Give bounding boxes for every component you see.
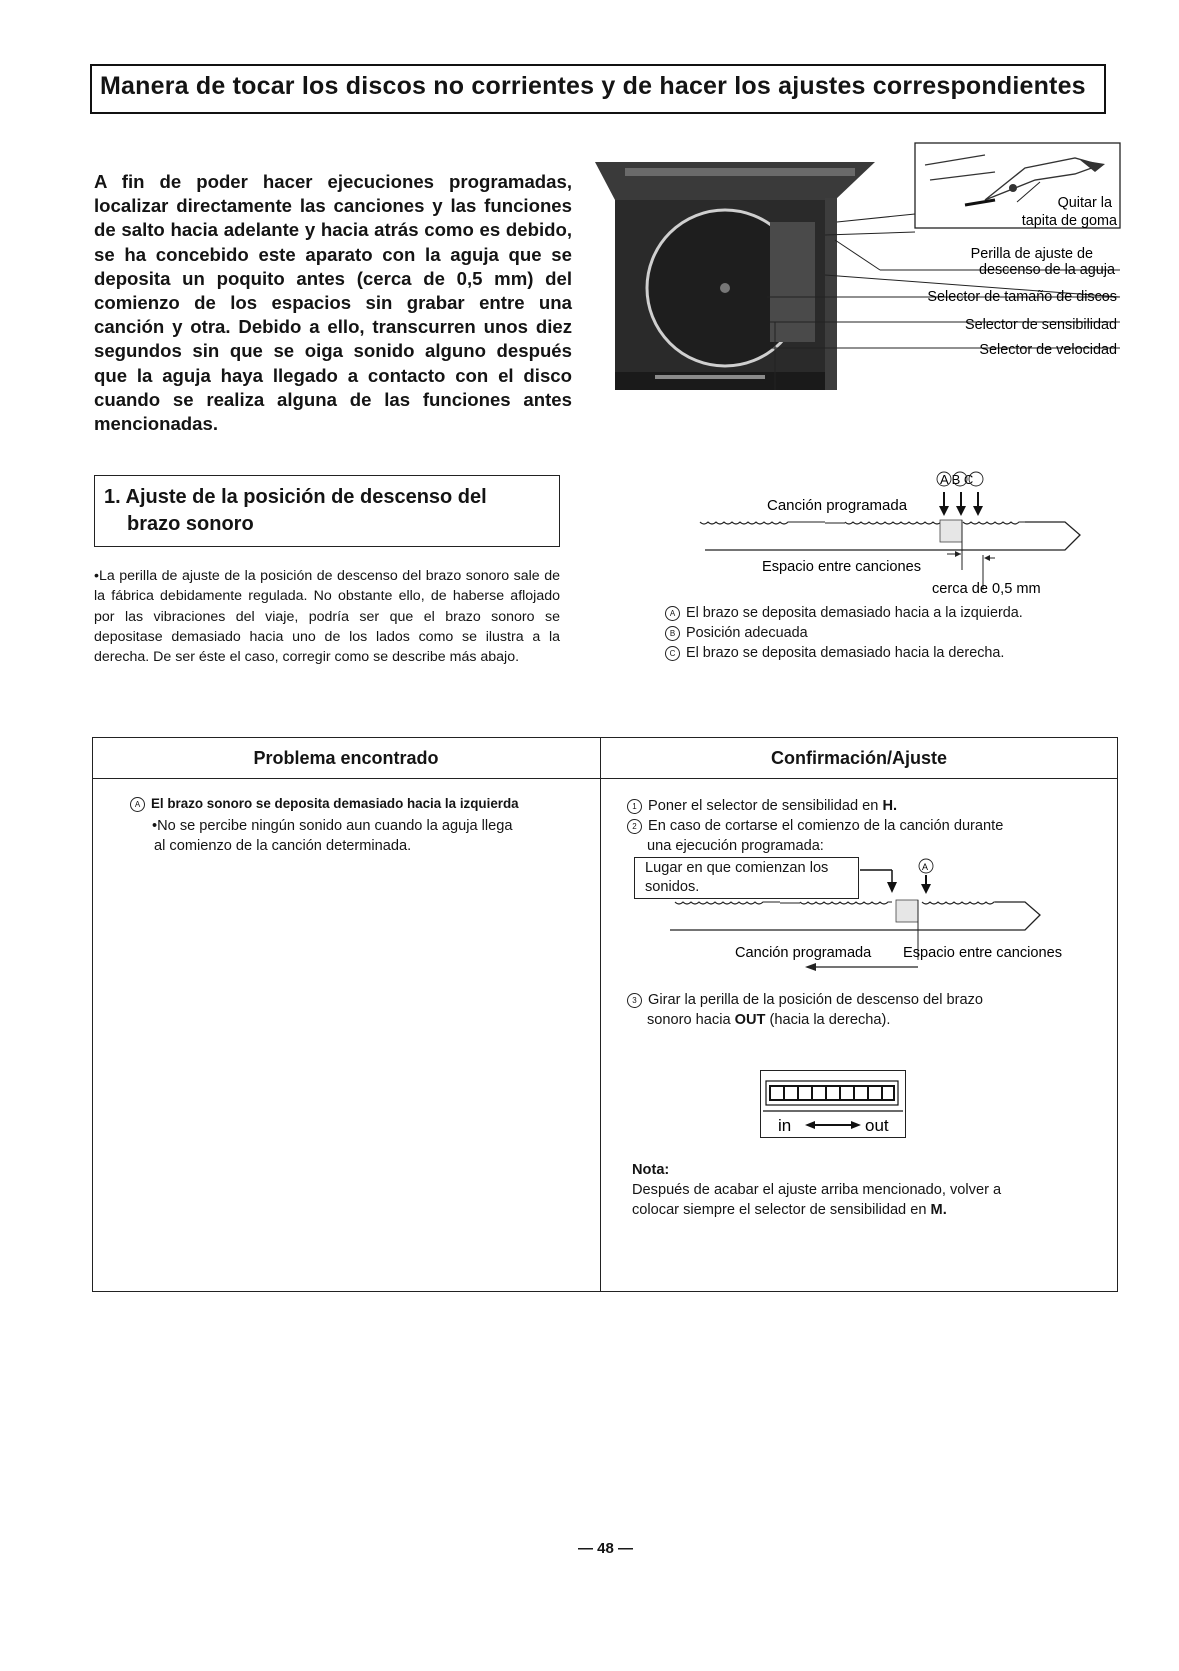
intro-paragraph: A fin de poder hacer ejecuciones programadas, localizar directamente las canciones y las funciones de salto hacia adelante y hacia atrás como es debido, se ha concebido este aparato con la aguja que se deposita un poquito antes (cerca de 0,5 mm) del comienzo de los espacios sin grabar entre una canción y otra. Debido a ello, transcurren unos diez segundos sin que se oiga sonido alguno después que la aguja haya llegado a contacto con el disco cuando se realiza alguna de las funciones antes mencionadas. (94, 171, 572, 435)
page-title: Manera de tocar los discos no corrientes y de hacer los ajustes correspondientes (100, 72, 1086, 100)
header-adjust: Confirmación/Ajuste (770, 748, 948, 768)
step-2 (627, 816, 1003, 856)
step-1 (627, 796, 897, 816)
position-note-b (665, 625, 808, 641)
groove-diagram (695, 470, 1115, 600)
knob-label-line2: descenso de la aguja (978, 262, 1115, 278)
arrow-a-icon (939, 506, 949, 516)
section1-title-line2: brazo sonoro (127, 513, 254, 535)
step3-bold: OUT (734, 1012, 766, 1028)
note-line2 (632, 1200, 1001, 1220)
sounds-start-line1: Lugar en que comienzan los (645, 860, 829, 876)
problem-marker: A (130, 797, 145, 812)
dial-right-arrow-icon (851, 1121, 861, 1129)
section1-title (104, 484, 544, 538)
song-start-diagram (660, 855, 1100, 975)
dial-out-label: out (865, 1116, 889, 1135)
turntable-lid (595, 162, 875, 200)
dial-left-arrow-icon (805, 1121, 815, 1129)
table-header-divider (92, 778, 1118, 779)
header-problem: Problema encontrado (253, 748, 439, 768)
step3-num: 3 (627, 993, 642, 1008)
programmed-song-label: Canción programada (767, 497, 908, 514)
step1-num: 1 (627, 799, 642, 814)
page-number: — 48 — (578, 1540, 634, 1557)
sensitivity-selector-label: Selector de sensibilidad (965, 317, 1117, 333)
step2-num: 2 (627, 819, 642, 834)
note-a-text: El brazo se deposita demasiado hacia a la izquierda. (686, 605, 1023, 621)
step1-bold: H. (882, 798, 898, 814)
section1-paragraph: •La perilla de ajuste de la posición de descenso del brazo sonoro sale de la fábrica debidamente regulada. No obstante ello, de haberse aflojado por las vibraciones del viaje, podría ser que el brazo sonoro se depositase demasiado hacia uno de los lados como se ilustra a la derecha. De ser éste el caso, corregir como se describe más abajo. (94, 568, 560, 666)
distance-label: cerca de 0,5 mm (932, 581, 1041, 597)
marker-a-arrow-icon (921, 884, 931, 894)
problem-detail-line1: •No se percibe ningún sonido aun cuando la aguja llega (152, 818, 513, 834)
table-column-divider (600, 737, 601, 1292)
note-body (632, 1180, 1001, 1220)
size-selector-label: Selector de tamaño de discos (927, 289, 1117, 305)
dial-in-label: in (778, 1116, 792, 1135)
note-line1: Después de acabar el ajuste arriba mencionado, volver a (632, 1182, 1002, 1198)
problem-detail-line2: al comienzo de la canción determinada. (154, 838, 412, 854)
problem-title-text: El brazo sonoro se deposita demasiado hacia la izquierda (151, 796, 519, 811)
cap-label-line1: Quitar la (1057, 195, 1112, 211)
step2-line2: una ejecución programada: (647, 838, 824, 854)
knob-label-line1: Perilla de ajuste de (970, 246, 1093, 262)
dial-graphic (763, 1073, 903, 1137)
step2-line1: En caso de cortarse el comienzo de la canción durante (648, 818, 1004, 834)
cap-label-line2: tapita de goma (1021, 213, 1117, 229)
note-a-marker: A (665, 606, 680, 621)
position-note-a (665, 605, 1023, 621)
note-title: Nota: (632, 1162, 670, 1178)
section1-title-line1: 1. Ajuste de la posición de descenso del (104, 486, 487, 508)
arrow-c-icon (973, 506, 983, 516)
left-arrow-icon (805, 963, 816, 971)
note-line2-pre: colocar siempre el selector de sensibilidad en (632, 1202, 927, 1218)
marker-b: B (951, 472, 961, 487)
problem-title (130, 796, 519, 812)
step3-post: (hacia la derecha). (769, 1012, 891, 1028)
sounds-start-arrow-icon (887, 882, 897, 893)
marker-a: A (940, 472, 948, 487)
diagram-marker: A (922, 862, 929, 872)
problem-detail (152, 816, 513, 856)
turntable-illustration (585, 140, 1125, 400)
step-3 (627, 990, 983, 1030)
step3-pre: sonoro hacia (647, 1012, 731, 1028)
note-c-text: El brazo se deposita demasiado hacia la derecha. (686, 645, 1005, 661)
note-b-marker: B (665, 626, 680, 641)
arrow-b-icon (956, 506, 966, 516)
position-note-c (665, 645, 1004, 661)
step1-text: Poner el selector de sensibilidad en (648, 798, 879, 814)
sounds-start-line2: sonidos. (645, 879, 700, 895)
note-line2-bold: M. (930, 1202, 947, 1218)
speed-selector-label: Selector de velocidad (979, 342, 1117, 358)
diagram-gap-label: Espacio entre canciones (903, 945, 1063, 961)
note-c-marker: C (665, 646, 680, 661)
marker-c: C (963, 472, 974, 487)
gap-label: Espacio entre canciones (762, 559, 922, 575)
diagram-song-label: Canción programada (735, 945, 872, 961)
step3-line2 (627, 1010, 983, 1030)
note-b-text: Posición adecuada (686, 625, 808, 641)
step3-line1: Girar la perilla de la posición de descenso del brazo (648, 992, 984, 1008)
